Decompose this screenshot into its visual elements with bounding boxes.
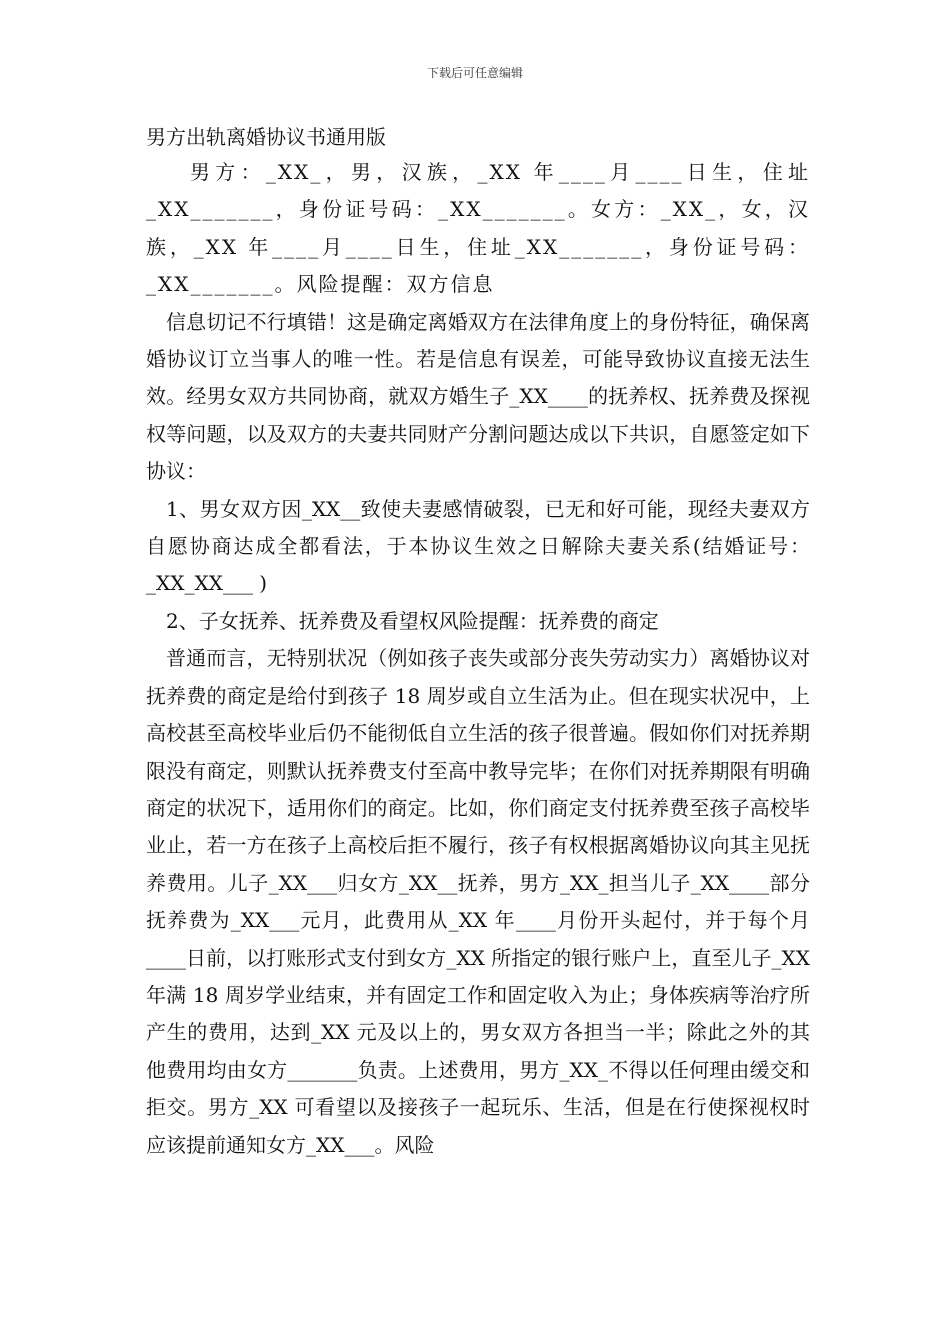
paragraph-child-support: 普通而言，无特别状况（例如孩子丧失或部分丧失劳动实力）离婚协议对抚养费的商定是给付到孩子 18 周岁或自立生活为止。但在现实状况中，上高校甚至高校毕业后仍不能彻低自立生活的孩子很普遍。假如你们对抚养期限没有商定，则默认抚养费支付至高中教导完毕；在你们对抚养期限有明确商定的状况下，适用你们的商定。比如，你们商定支付抚养费至孩子高校毕业止，若一方在孩子上高校后拒不履行，孩子有权根据离婚协议向其主见抚养费用。儿子_XX___归女方_XX__抚养，男方_XX_担当儿子_XX____部分抚养费为_XX___元月，此费用从_XX 年____月份开头起付，并于每个月____日前，以打账形式支付到女方_XX 所指定的银行账户上，直至儿子_XX 年满 18 周岁学业结束，并有固定工作和固定收入为止；身体疾病等治疗所产生的费用，达到_XX 元及以上的，男女双方各担当一半；除此之外的其他费用均由女方_______负责。上述费用，男方_XX_不得以任何理由缓交和拒交。男方_XX 可看望以及接孩子一起玩乐、生活，但是在行使探视权时应该提前通知女方_XX___。风险: [146, 646, 810, 1157]
paragraph-clause-1: 1、男女双方因_XX__致使夫妻感情破裂，已无和好可能，现经夫妻双方自愿协商达成全都看法，于本协议生效之日解除夫妻关系(结婚证号：_XX_XX___ ): [146, 496, 810, 596]
paragraph-info-warning: 信息切记不行填错！这是确定离婚双方在法律角度上的身份特征，确保离婚协议订立当事人的唯一性。若是信息有误差，可能导致协议直接无法生效。经男女双方共同协商，就双方婚生子_XX____的抚养权、抚养费及探视权等问题，以及双方的夫妻共同财产分割问题达成以下共识，自愿签定如下协议：: [146, 309, 810, 484]
paragraph-clause-2-heading: 2、子女抚养、抚养费及看望权风险提醒：抚养费的商定: [166, 608, 659, 633]
page-header-note: 下载后可任意编辑: [426, 66, 523, 80]
document-title: 男方出轨离婚协议书通用版: [146, 125, 386, 149]
document-body: [146, 120, 810, 1164]
paragraph-party-info: 男方：_XX_，男，汉族，_XX 年____月____日生，住址_XX_______，身份证号码：_XX_______。女方：_XX_，女，汉族，_XX 年____月____日生，住址_XX_______，身份证号码：_XX_______。风险提醒：双方信息: [146, 160, 810, 297]
